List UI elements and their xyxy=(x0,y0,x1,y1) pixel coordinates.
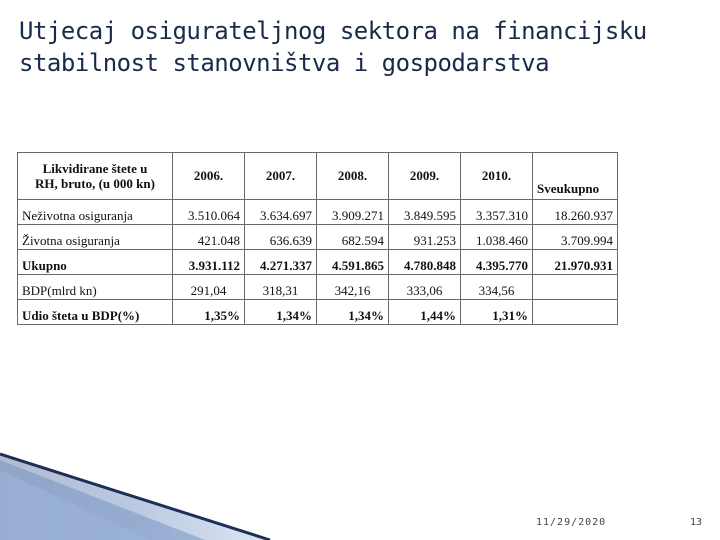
claims-table xyxy=(17,152,618,325)
table-cell: 421.048 xyxy=(173,225,245,250)
header-year-2008: 2008. xyxy=(317,153,389,200)
table-cell: 3.357.310 xyxy=(461,200,533,225)
table-cell: 3.909.271 xyxy=(317,200,389,225)
header-year-2010: 2010. xyxy=(461,153,533,200)
table-cell: 1,31% xyxy=(461,300,533,325)
row-label: Neživotna osiguranja xyxy=(18,200,173,225)
slide-page-number: 13 xyxy=(690,517,703,528)
table-cell: 4.271.337 xyxy=(245,250,317,275)
table-row xyxy=(18,250,618,275)
table-cell: 1,35% xyxy=(173,300,245,325)
table-cell: 3.634.697 xyxy=(245,200,317,225)
table-cell: 636.639 xyxy=(245,225,317,250)
slide-title-line-1: Utjecaj osigurateljnog sektora na financijsku xyxy=(19,17,647,45)
slide-date: 11/29/2020 xyxy=(536,517,607,528)
table-row xyxy=(18,225,618,250)
table-cell: 4.591.865 xyxy=(317,250,389,275)
slide-corner-decoration xyxy=(0,440,720,540)
table-cell: 291,04 xyxy=(173,275,245,300)
slide-title-line-2: stabilnost stanovništva i gospodarstva xyxy=(19,49,550,77)
table-cell: 1,34% xyxy=(245,300,317,325)
header-label-line-2: RH, bruto, (u 000 kn) xyxy=(35,176,155,191)
header-year-2007: 2007. xyxy=(245,153,317,200)
header-total: Sveukupno xyxy=(533,153,618,200)
table-cell: 318,31 xyxy=(245,275,317,300)
table-cell: 333,06 xyxy=(389,275,461,300)
row-total-empty xyxy=(533,275,618,300)
table-header-label xyxy=(18,153,173,200)
row-total: 18.260.937 xyxy=(533,200,618,225)
table-cell: 4.780.848 xyxy=(389,250,461,275)
table-header-row xyxy=(18,153,618,200)
slide-title xyxy=(19,15,699,79)
row-label: Udio šteta u BDP(%) xyxy=(18,300,173,325)
table-cell: 682.594 xyxy=(317,225,389,250)
table-cell: 3.510.064 xyxy=(173,200,245,225)
row-label: Životna osiguranja xyxy=(18,225,173,250)
table-cell: 1.038.460 xyxy=(461,225,533,250)
table-row xyxy=(18,300,618,325)
table-row xyxy=(18,275,618,300)
table-cell: 1,44% xyxy=(389,300,461,325)
table-row xyxy=(18,200,618,225)
table-cell: 4.395.770 xyxy=(461,250,533,275)
table-cell: 342,16 xyxy=(317,275,389,300)
table-cell: 3.849.595 xyxy=(389,200,461,225)
row-label: BDP(mlrd kn) xyxy=(18,275,173,300)
row-total: 21.970.931 xyxy=(533,250,618,275)
header-year-2009: 2009. xyxy=(389,153,461,200)
table-cell: 334,56 xyxy=(461,275,533,300)
row-total-empty xyxy=(533,300,618,325)
table-cell: 931.253 xyxy=(389,225,461,250)
header-label-line-1: Likvidirane štete u xyxy=(42,161,148,176)
row-total: 3.709.994 xyxy=(533,225,618,250)
table-cell: 1,34% xyxy=(317,300,389,325)
row-label: Ukupno xyxy=(18,250,173,275)
table-cell: 3.931.112 xyxy=(173,250,245,275)
header-year-2006: 2006. xyxy=(173,153,245,200)
